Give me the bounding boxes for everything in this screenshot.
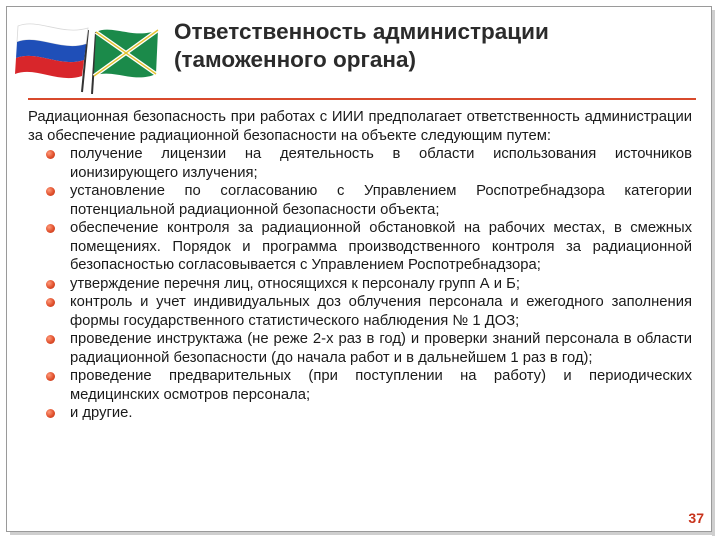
list-item <box>28 293 692 330</box>
slide-body <box>28 108 692 423</box>
title-line: Ответственность администрации <box>174 19 549 44</box>
bullet-icon <box>46 187 55 196</box>
bullet-icon <box>46 335 55 344</box>
list-item-text: контроль и учет индивидуальных доз облучения персонала и ежегодного заполнения формы государственного статистического наблюдения № 1 ДОЗ; <box>70 294 692 329</box>
slide-shadow-bottom <box>10 532 715 535</box>
bullet-icon <box>46 298 55 307</box>
bullet-icon <box>46 224 55 233</box>
list-item <box>28 404 692 423</box>
list-item <box>28 219 692 275</box>
list-item-text: утверждение перечня лиц, относящихся к персоналу групп А и Б; <box>70 275 520 292</box>
responsibility-list <box>28 145 692 423</box>
list-item-text: установление по согласованию с Управлением Роспотребнадзора категории потенциальной радиационной безопасности объекта; <box>70 183 692 218</box>
list-item-text: и другие. <box>70 405 133 421</box>
title-line: (таможенного органа) <box>174 47 416 72</box>
customs-flag-icon <box>92 30 158 94</box>
flags-logo <box>12 14 162 94</box>
page-number: 37 <box>688 510 704 526</box>
list-item <box>28 182 692 219</box>
list-item <box>28 330 692 367</box>
russian-flag-icon <box>15 24 88 92</box>
list-item-text: проведение инструктажа (не реже 2-х раз в год) и проверки знаний персонала в области радиационной безопасности (до начала работ и в дальнейшем 1 раз в год); <box>70 331 692 366</box>
bullet-icon <box>46 409 55 418</box>
bullet-icon <box>46 280 55 289</box>
list-item-text: обеспечение контроля за радиационной обстановкой на рабочих местах, в смежных помещениях. Порядок и программа производственного контроля за радиационной безопасностью согласовывается с Управлением Роспотребнадзора; <box>70 220 692 273</box>
slide-shadow-right <box>712 10 715 536</box>
bullet-icon <box>46 150 55 159</box>
title-divider <box>28 98 696 100</box>
list-item <box>28 145 692 182</box>
intro-paragraph: Радиационная безопасность при работах с ИИИ предполагает ответственность администрации за обеспечение радиационной безопасности на объекте следующим путем: <box>28 109 692 144</box>
bullet-icon <box>46 372 55 381</box>
list-item-text: получение лицензии на деятельность в области использования источников ионизирующего излучения; <box>70 146 692 181</box>
list-item <box>28 275 692 294</box>
slide-title <box>174 18 694 74</box>
list-item <box>28 367 692 404</box>
list-item-text: проведение предварительных (при поступлении на работу) и периодических медицинских осмотров персонала; <box>70 368 692 403</box>
